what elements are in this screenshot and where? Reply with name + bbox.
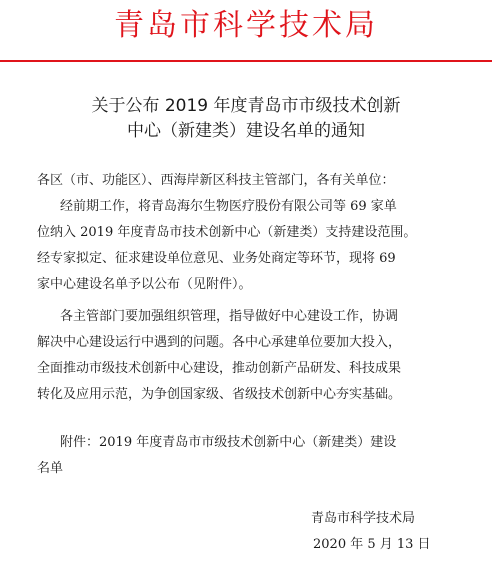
paragraph-2-line: 转化及应用示范，为争创国家级、省级技术创新中心夯实基础。 — [37, 387, 402, 402]
paragraph-1-line: 经专家拟定、征求建设单位意见、业务处商定等环节，现将 69 — [37, 251, 396, 266]
attachment-line: 附件：2019 年度青岛市市级技术创新中心（新建类）建设 — [60, 435, 397, 450]
letterhead-title: 青岛市科学技术局 — [114, 8, 378, 43]
paragraph-1-line: 位纳入 2019 年度青岛市技术创新中心（新建类）支持建设范围。 — [37, 225, 417, 240]
paragraph-2-line: 全面推动市级技术创新中心建设，推动创新产品研发、科技成果 — [37, 361, 402, 376]
attachment-line: 名单 — [37, 461, 64, 476]
document-title-line-1: 关于公布 2019 年度青岛市市级技术创新 — [91, 96, 401, 116]
document-title-line-2: 中心（新建类）建设名单的通知 — [127, 121, 365, 141]
paragraph-2-line: 各主管部门要加强组织管理，指导做好中心建设工作，协调 — [60, 309, 399, 324]
salutation: 各区（市、功能区）、西海岸新区科技主管部门，各有关单位： — [37, 173, 395, 188]
paragraph-1-line: 经前期工作，将青岛海尔生物医疗股份有限公司等 69 家单 — [60, 199, 397, 214]
paragraph-1-line: 家中心建设名单予以公布（见附件）。 — [37, 277, 252, 292]
issue-date: 2020 年 5 月 13 日 — [313, 537, 431, 552]
paragraph-2-line: 解决中心建设运行中遇到的问题。各中心承建单位要加大投入， — [37, 335, 402, 350]
letterhead-red-rule — [0, 60, 492, 62]
issuing-organization: 青岛市科学技术局 — [311, 511, 416, 526]
